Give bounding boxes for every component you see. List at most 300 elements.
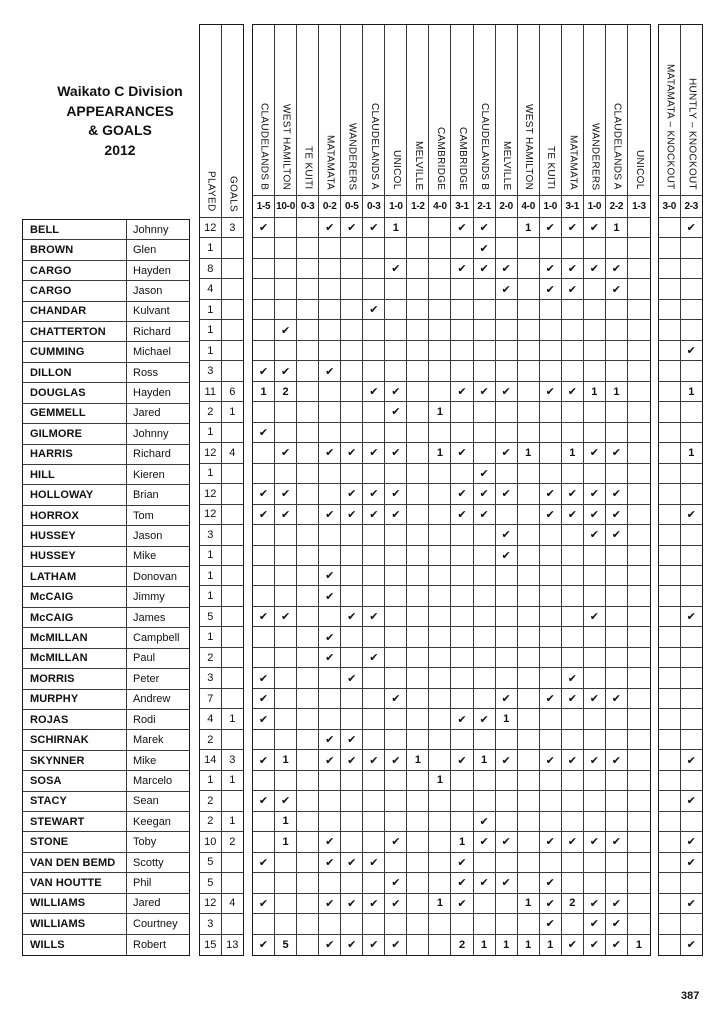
appearance-cell [496,668,518,688]
appearance-cell [363,812,385,832]
appearance-cell [518,832,540,852]
appearance-cell: 1 [518,443,540,463]
appearance-cell [385,709,407,729]
appearance-cell [562,627,584,647]
appearance-cell: ✔ [584,505,606,525]
appearance-cell [319,791,341,811]
appearance-cell: ✔ [363,607,385,627]
appearance-cell [429,300,451,320]
appearance-cell [407,443,429,463]
opponent-name: WANDERERS [589,122,601,190]
appearance-cell: 5 [275,935,297,955]
appearance-cell [341,238,363,258]
appearance-cell [363,668,385,688]
player-surname: HARRIS [23,445,127,465]
player-surname: SKYNNER [23,751,127,771]
player-surname: VAN DEN BEMD [23,853,127,873]
appearance-cell: ✔ [540,484,562,504]
appearance-cell [628,505,650,525]
appearance-cell [496,361,518,381]
appearance-cell [628,218,650,238]
played-value: 14 [200,750,222,770]
page-number: 387 [681,990,700,1002]
knockout-appearance-cell [681,300,703,320]
appearance-cell [518,259,540,279]
appearance-cell [363,464,385,484]
appearance-cell [385,546,407,566]
appearance-cell [496,627,518,647]
played-goals-table [199,24,244,956]
appearance-cell: ✔ [385,935,407,955]
appearance-cell [297,423,319,443]
opponent-name: MELVILLE [412,140,424,190]
appearance-cell: ✔ [562,279,584,299]
appearance-cell [562,853,584,873]
appearance-cell [518,464,540,484]
appearance-cell [496,853,518,873]
appearance-cell [496,791,518,811]
player-firstname: Mike [127,547,189,567]
appearance-cell [584,812,606,832]
played-value: 1 [200,300,222,320]
appearance-cell [253,586,275,606]
appearance-cell [496,238,518,258]
appearance-cell [562,566,584,586]
appearance-cell [540,648,562,668]
appearance-cell [297,341,319,361]
appearance-cell [496,914,518,934]
appearance-cell: 1 [518,218,540,238]
player-surname: HOLLOWAY [23,485,127,505]
appearance-cell: ✔ [385,382,407,402]
appearance-cell: ✔ [385,484,407,504]
appearance-cell [407,505,429,525]
appearance-cell: ✔ [496,259,518,279]
knockout-appearance-cell [681,586,703,606]
opponent-column-header [275,25,297,196]
appearance-cell [540,586,562,606]
appearance-cell [628,402,650,422]
appearance-cell [518,505,540,525]
appearance-cell: ✔ [540,894,562,914]
goals-value [222,914,244,934]
appearance-cell [407,341,429,361]
appearance-cell [341,914,363,934]
appearance-cell [584,341,606,361]
appearance-cell [518,382,540,402]
knockout-appearance-cell: ✔ [681,505,703,525]
appearance-cell: ✔ [319,935,341,955]
appearance-cell: ✔ [606,279,628,299]
knockout-appearance-cell [659,935,681,955]
appearance-cell [562,423,584,443]
player-firstname: Hayden [127,383,189,403]
played-value: 1 [200,546,222,566]
goals-value [222,730,244,750]
player-firstname: Kieren [127,465,189,485]
appearance-cell [584,320,606,340]
appearance-cell [628,361,650,381]
knockout-appearance-cell [681,566,703,586]
goals-value: 6 [222,382,244,402]
appearance-cell: ✔ [540,832,562,852]
appearance-cell: ✔ [540,914,562,934]
appearance-cell [363,689,385,709]
appearance-cell: ✔ [562,218,584,238]
appearance-cell [341,341,363,361]
appearance-cell [584,668,606,688]
player-firstname: Paul [127,649,189,669]
appearance-cell: ✔ [451,382,473,402]
appearance-cell [341,464,363,484]
appearance-cell [628,320,650,340]
match-score: 1-5 [253,196,275,218]
appearance-cell [496,812,518,832]
appearance-cell: ✔ [319,853,341,873]
opponent-name: CLAUDELANDS A [368,103,380,190]
appearance-cell [584,771,606,791]
knockout-appearance-cell [659,279,681,299]
appearance-cell: ✔ [606,935,628,955]
appearance-cell [385,607,407,627]
goals-value [222,505,244,525]
appearance-cell: ✔ [319,566,341,586]
appearance-cell: 1 [474,935,496,955]
appearance-cell: ✔ [319,750,341,770]
played-value: 1 [200,627,222,647]
knockout-appearance-cell [659,914,681,934]
appearance-cell [540,791,562,811]
appearance-cell: 2 [275,382,297,402]
played-value: 2 [200,730,222,750]
match-score: 0-2 [319,196,341,218]
appearance-cell [297,566,319,586]
appearance-cell: 1 [562,443,584,463]
appearance-cell [429,566,451,586]
appearance-cell [275,668,297,688]
appearance-cell [628,709,650,729]
opponent-name: TE KUITI [545,146,557,190]
appearance-cell: ✔ [540,750,562,770]
appearance-cell [297,402,319,422]
knockout-appearance-cell [659,750,681,770]
appearance-cell [341,259,363,279]
appearance-cell: ✔ [385,402,407,422]
appearance-cell [584,648,606,668]
appearance-cell [363,914,385,934]
goals-value: 1 [222,812,244,832]
appearance-cell [474,341,496,361]
appearance-cell: ✔ [253,935,275,955]
appearance-cell [385,464,407,484]
player-surname: VAN HOUTTE [23,873,127,893]
appearance-cell: ✔ [451,259,473,279]
appearance-cell: 1 [275,812,297,832]
appearance-cell [319,423,341,443]
appearance-cell [628,341,650,361]
appearance-cell [628,484,650,504]
player-surname: McMILLAN [23,628,127,648]
appearance-cell: ✔ [341,218,363,238]
appearance-cell [562,709,584,729]
appearance-cell [628,750,650,770]
knockout-appearance-cell: ✔ [681,341,703,361]
appearance-cell [275,771,297,791]
appearance-cell [253,914,275,934]
goals-value [222,423,244,443]
appearance-cell [628,853,650,873]
appearance-cell: ✔ [496,546,518,566]
appearance-cell [297,648,319,668]
appearance-cell [407,546,429,566]
appearance-cell [606,320,628,340]
appearance-cell [275,238,297,258]
appearance-cell: 1 [540,935,562,955]
player-firstname: Richard [127,445,189,465]
appearance-cell: ✔ [385,873,407,893]
appearance-cell [540,525,562,545]
appearance-cell: ✔ [253,484,275,504]
appearance-cell [429,791,451,811]
appearance-cell: ✔ [319,894,341,914]
appearance-cell: ✔ [385,443,407,463]
goals-value: 1 [222,709,244,729]
appearance-cell [297,300,319,320]
appearance-cell [275,853,297,873]
opponent-column-header [363,25,385,196]
knockout-appearance-cell [681,279,703,299]
appearance-cell [319,771,341,791]
appearance-cell [253,832,275,852]
appearance-cell: 1 [635,938,643,951]
appearance-cell [451,730,473,750]
appearance-cell: ✔ [562,689,584,709]
appearance-cell [584,791,606,811]
appearance-cell: ✔ [451,443,473,463]
match-score: 4-0 [429,196,451,218]
appearance-cell [474,648,496,668]
title-line-3: & GOALS [88,122,152,138]
played-value: 7 [200,689,222,709]
appearance-cell [341,648,363,668]
appearance-cell: ✔ [341,607,363,627]
appearance-cell [319,607,341,627]
player-firstname: Courtney [127,914,189,934]
appearance-cell [297,689,319,709]
appearance-cell [540,443,562,463]
appearance-cell [253,443,275,463]
appearance-cell [496,402,518,422]
opponent-column-header [319,25,341,196]
player-surname: MURPHY [23,690,127,710]
player-surname: STACY [23,792,127,812]
appearance-cell [319,279,341,299]
appearance-cell [451,402,473,422]
knockout-appearance-cell [659,832,681,852]
appearance-cell [297,873,319,893]
appearance-cell [407,853,429,873]
played-value: 12 [200,484,222,504]
appearance-cell [474,443,496,463]
player-firstname: Kulvant [127,302,189,322]
appearance-cell [319,873,341,893]
played-value: 3 [200,525,222,545]
appearance-cell: ✔ [275,791,297,811]
appearance-cell: ✔ [474,238,496,258]
player-firstname: Rodi [127,710,189,730]
appearance-cell: 1 [275,832,297,852]
appearance-cell [407,238,429,258]
appearance-cell: ✔ [451,505,473,525]
appearance-cell [451,668,473,688]
appearance-cell [474,320,496,340]
appearance-cell [451,771,473,791]
player-firstname: James [127,608,189,628]
appearance-cell [297,832,319,852]
appearance-cell: ✔ [584,607,606,627]
player-firstname: Tom [127,506,189,526]
appearance-cell [429,546,451,566]
appearance-cell [297,361,319,381]
match-score: 1-2 [407,196,429,218]
appearance-cell [407,730,429,750]
player-firstname: Hayden [127,261,189,281]
appearance-cell: ✔ [275,443,297,463]
appearance-cell [451,423,473,443]
appearance-cell [429,382,451,402]
appearance-cell [407,894,429,914]
knockout-appearance-cell [681,648,703,668]
appearance-cell [341,771,363,791]
appearance-cell: ✔ [474,505,496,525]
goals-value [222,873,244,893]
appearance-cell [385,853,407,873]
appearance-cell: ✔ [584,525,606,545]
appearance-cell [518,853,540,873]
appearance-cell: ✔ [584,443,606,463]
player-firstname: Scotty [127,853,189,873]
appearance-cell [451,566,473,586]
appearance-cell: ✔ [363,484,385,504]
player-surname: HORROX [23,506,127,526]
knockout-appearance-cell [659,259,681,279]
appearance-cell [606,730,628,750]
appearance-cell [407,300,429,320]
appearance-cell [451,546,473,566]
appearance-cell: ✔ [363,443,385,463]
goals-value [222,689,244,709]
appearance-cell: ✔ [606,505,628,525]
appearance-cell [319,525,341,545]
appearance-cell [363,361,385,381]
match-score: 10-0 [275,196,297,218]
player-firstname: Richard [127,322,189,342]
player-surname: DILLON [23,363,127,383]
appearance-cell [407,607,429,627]
appearance-cell [628,525,650,545]
appearance-cell [429,750,451,770]
appearance-cell [628,300,650,320]
player-firstname: Jared [127,894,189,914]
appearance-cell [341,627,363,647]
goals-value [222,627,244,647]
appearance-cell: ✔ [540,873,562,893]
appearance-cell [275,730,297,750]
appearance-cell [297,546,319,566]
appearance-cell: ✔ [341,750,363,770]
appearance-cell [584,627,606,647]
appearance-cell: ✔ [540,505,562,525]
appearance-cell: ✔ [584,750,606,770]
played-value: 2 [200,648,222,668]
appearance-cell [474,668,496,688]
appearance-cell [363,423,385,443]
appearance-cell: ✔ [584,832,606,852]
appearance-cell [474,525,496,545]
appearance-cell [562,586,584,606]
appearance-cell [518,423,540,443]
appearance-cell: ✔ [253,607,275,627]
appearance-cell: ✔ [319,648,341,668]
appearance-cell: ✔ [496,484,518,504]
appearance-cell [540,853,562,873]
appearance-cell [606,341,628,361]
appearance-cell [407,525,429,545]
appearance-cell: 1 [496,709,518,729]
appearance-cell [407,218,429,238]
appearance-cell [451,607,473,627]
title-line-1: Waikato C Division [57,83,183,99]
appearance-cell [341,812,363,832]
opponent-name: UNICOL [633,150,645,190]
knockout-appearance-cell [681,914,703,934]
player-firstname: Phil [127,873,189,893]
played-value: 12 [200,505,222,525]
knockout-appearance-cell [659,873,681,893]
player-surname: CUMMING [23,342,127,362]
appearance-cell [341,402,363,422]
goals-value [222,238,244,258]
appearance-cell [407,586,429,606]
knockout-appearance-cell [681,484,703,504]
player-surname: ROJAS [23,710,127,730]
appearance-cell [429,627,451,647]
knockout-appearance-cell [659,382,681,402]
appearance-cell [275,402,297,422]
goals-value [222,791,244,811]
appearance-cell: 1 [407,750,429,770]
appearance-cell: ✔ [474,832,496,852]
appearance-cell [275,586,297,606]
appearance-cell [297,750,319,770]
player-firstname: Robert [133,938,167,951]
appearance-cell [429,832,451,852]
appearance-cell [275,300,297,320]
player-firstname: Andrew [127,690,189,710]
appearance-cell [297,730,319,750]
appearance-cell [606,812,628,832]
appearance-cell [584,464,606,484]
appearance-cell [319,709,341,729]
goals-value: 4 [222,894,244,914]
appearance-cell [562,546,584,566]
title-line-4: 2012 [104,141,136,158]
appearance-cell [275,341,297,361]
appearance-cell [451,689,473,709]
appearance-cell: ✔ [253,750,275,770]
appearance-cell [297,505,319,525]
played-value: 15 [200,935,222,955]
